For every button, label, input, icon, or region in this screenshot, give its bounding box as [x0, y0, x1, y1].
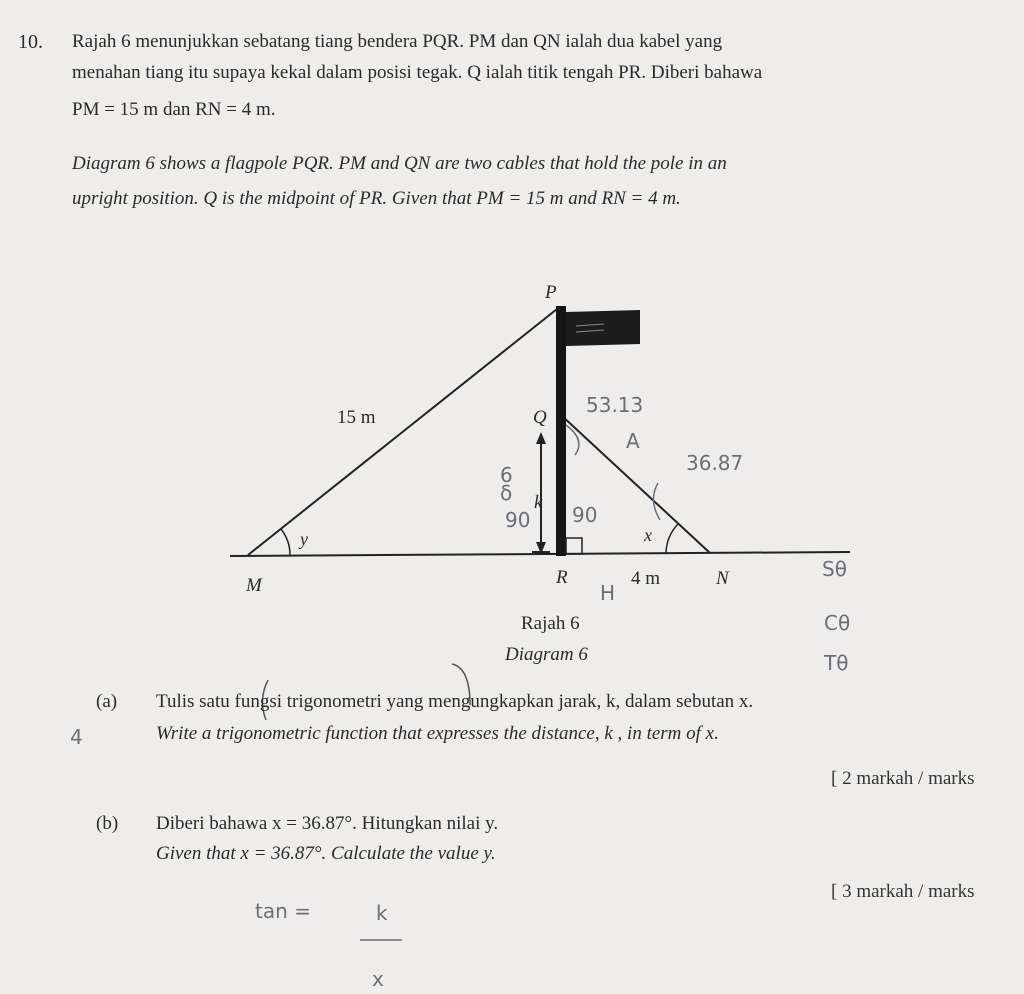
- angle-y-arc: [281, 529, 290, 555]
- hw-ninety-right: 90: [572, 503, 598, 527]
- flagpole: [556, 306, 566, 556]
- part-b-malay: Diberi bahawa x = 36.87°. Hitungkan nilai y.: [156, 813, 499, 834]
- hw-frac-bottom: x: [372, 967, 384, 991]
- part-b-label: (b): [96, 813, 119, 834]
- part-a-malay: Tulis satu fungsi trigonometri yang mengungkapkan jarak, k, dalam sebutan x.: [156, 691, 754, 712]
- label-k: k: [534, 492, 543, 513]
- label-y: y: [300, 529, 308, 549]
- hw-side-a: Sθ: [822, 557, 847, 581]
- right-angle-mark: [566, 538, 582, 554]
- flag: [566, 310, 640, 346]
- hw-tan: tan =: [255, 899, 311, 923]
- label-p: P: [545, 282, 557, 303]
- caption-english: Diagram 6: [505, 644, 588, 665]
- part-b-english: Given that x = 36.87°. Calculate the value y.: [156, 843, 496, 864]
- hw-side-b: Cθ: [824, 611, 851, 635]
- label-r: R: [556, 567, 568, 588]
- hw-ninety-left: 90: [505, 508, 531, 532]
- hw-frac-top: k: [376, 901, 388, 925]
- hw-angle-n: 36.87: [686, 451, 744, 475]
- hw-side-c: Tθ: [824, 651, 849, 675]
- k-arrow-up: [536, 432, 546, 444]
- malay-line-3: PM = 15 m dan RN = 4 m.: [72, 99, 276, 120]
- malay-line-1: Rajah 6 menunjukkan sebatang tiang bendera PQR. PM dan QN ialah dua kabel yang: [72, 31, 723, 52]
- hw-six: 6: [500, 463, 513, 487]
- part-b-marks: [ 3 markah / marks: [831, 881, 975, 902]
- hw-a: A: [626, 429, 640, 453]
- label-n: N: [716, 568, 729, 589]
- hw-angle-q: 53.13: [586, 393, 644, 417]
- question-number: 10.: [18, 31, 43, 53]
- label-q: Q: [533, 407, 547, 428]
- label-m: M: [246, 575, 262, 596]
- hw-margin-mark: 4: [70, 725, 83, 749]
- malay-line-2: menahan tiang itu supaya kekal dalam posisi tegak. Q ialah titik tengah PR. Diberi bahawa: [72, 62, 763, 83]
- label-pm-length: 15 m: [337, 407, 376, 428]
- english-line-1: Diagram 6 shows a flagpole PQR. PM and QN are two cables that hold the pole in an: [72, 153, 727, 174]
- caption-malay: Rajah 6: [521, 613, 580, 634]
- label-x: x: [644, 525, 652, 545]
- angle-x-arc: [666, 524, 678, 553]
- part-a-english: Write a trigonometric function that expresses the distance, k , in term of x.: [156, 723, 719, 744]
- hw-delta: δ: [500, 481, 513, 505]
- part-a-label: (a): [96, 691, 118, 712]
- hw-h: H: [600, 581, 616, 605]
- label-rn-length: 4 m: [631, 568, 661, 589]
- part-a-marks: [ 2 markah / marks: [831, 768, 975, 789]
- english-line-2: upright position. Q is the midpoint of PR. Given that PM = 15 m and RN = 4 m.: [72, 188, 681, 209]
